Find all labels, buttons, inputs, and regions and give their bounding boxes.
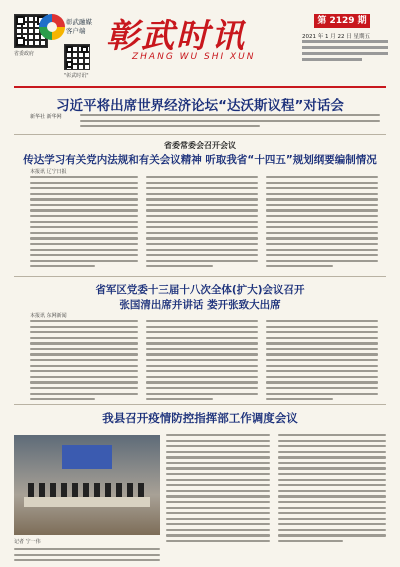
story3-body-col1: [30, 320, 138, 404]
media-label-line2: 客户端: [66, 27, 86, 35]
story2-body-col1: [30, 176, 138, 271]
divider-2: [14, 276, 386, 277]
story3-body-col3: [266, 320, 378, 404]
story4-body-col1: [166, 434, 270, 546]
divider-3: [14, 404, 386, 405]
masthead-info-lines: [302, 40, 388, 64]
qr-right-caption: "彰武时讯": [64, 73, 89, 79]
story3-headline-line1[interactable]: 省军区党委十三届十八次全体(扩大)会议召开: [95, 284, 305, 296]
story2-byline: 本报讯 辽宁日报: [30, 169, 67, 175]
story2-headline[interactable]: 传达学习有关党内法规和有关会议精神 听取我省“十四五”规划纲要编制情况: [23, 154, 377, 166]
story2-kicker: 省委常委会召开会议: [164, 141, 236, 150]
story4-body-col0: [14, 548, 160, 565]
story4-headline[interactable]: 我县召开疫情防控指挥部工作调度会议: [102, 411, 298, 425]
meeting-photo[interactable]: [14, 435, 160, 535]
story3-body-col2: [146, 320, 258, 404]
story3-headline-line2[interactable]: 张国清出席并讲话 娄开张致大出席: [119, 299, 281, 311]
story2-body-col3: [266, 176, 378, 271]
story2-body-col2: [146, 176, 258, 271]
divider-1: [14, 134, 386, 135]
masthead-rule: [14, 86, 386, 88]
issue-date: 2021 年 1 月 22 日 星期五: [302, 34, 370, 40]
issue-number-badge: 第 2129 期: [314, 14, 370, 28]
media-label: [66, 18, 92, 36]
story1-body: [80, 114, 380, 131]
app-logo-icon: [39, 14, 65, 40]
story1-headline[interactable]: 习近平将出席世界经济论坛“达沃斯议程”对话会: [56, 98, 344, 114]
story4-body-col2: [278, 434, 386, 546]
photo-caption: 记者 宁一伟: [14, 539, 41, 545]
masthead: [0, 0, 400, 86]
nameplate-pinyin: ZHANG WU SHI XUN: [132, 52, 256, 62]
story3-byline: 本报讯 东网新闻: [30, 313, 67, 319]
newspaper-nameplate: 彰武时讯: [106, 16, 246, 55]
qr-code-right[interactable]: [64, 44, 90, 70]
media-label-line1: 彰武融媒: [66, 18, 92, 26]
qr-left-caption: 省委政府: [14, 51, 35, 57]
story1-byline: 新华社 新华网: [30, 114, 62, 120]
